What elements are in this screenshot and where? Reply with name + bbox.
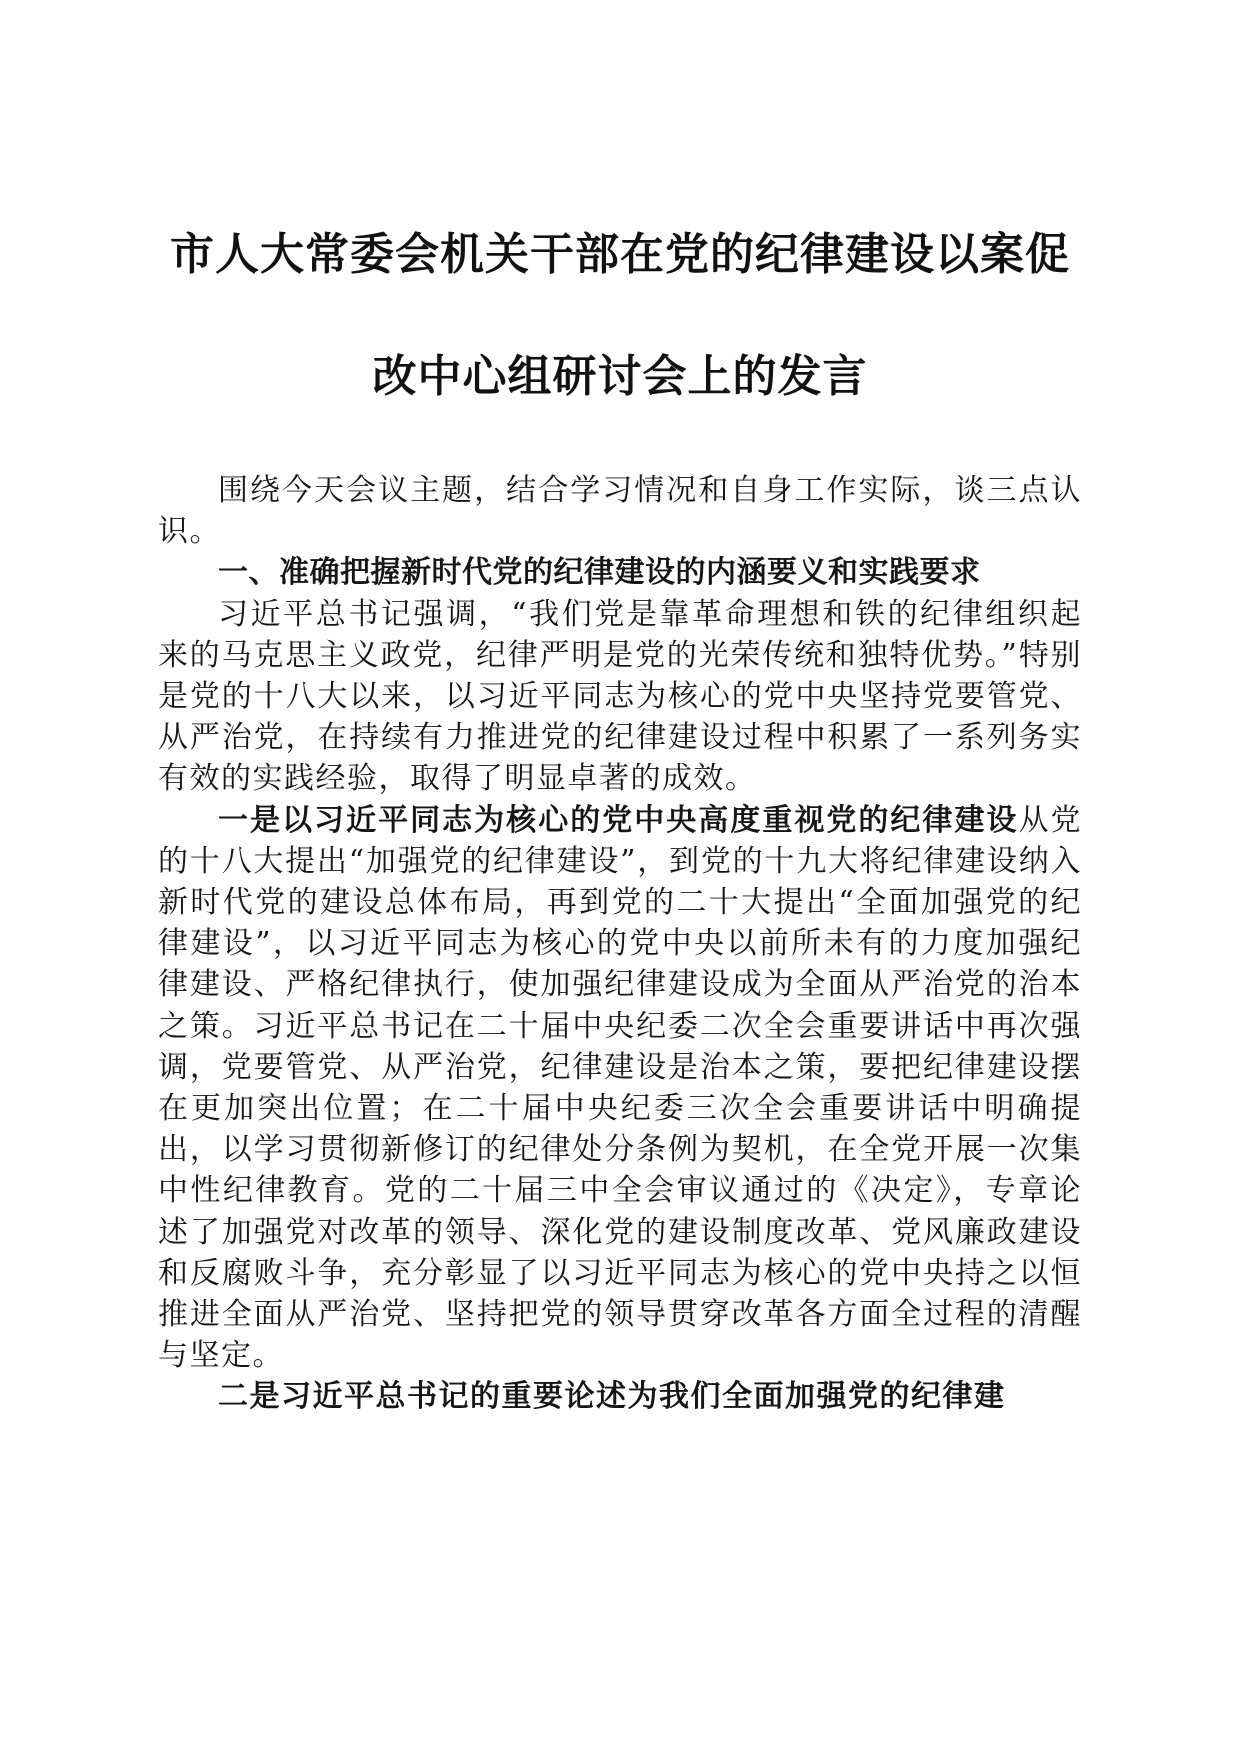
document-title-line-1: 市人大常委会机关干部在党的纪律建设以案促 bbox=[170, 229, 1070, 280]
paragraph-2-body: 从党的十八大提出“加强党的纪律建设”，到党的十九大将纪律建设纳入新时代党的建设总体布局，再到党的二十大提出“全面加强党的纪律建设”，以习近平同志为核心的党中央以前所未有的力度加强纪律建设、严格纪律执行，使加强纪律建设成为全面从严治党的治本之策。习近平总书记在二十届中央纪委二次全会重要讲话中再次强调，党要管党、从严治党，纪律建设是治本之策，要把纪律建设摆在更加突出位置；在二十届中央纪委三次全会重要讲话中明确提出，以学习贯彻新修订的纪律处分条例为契机，在全党开展一次集中性纪律教育。党的二十届三中全会审议通过的《决定》，专章论述了加强党对改革的领导、深化党的建设制度改革、党风廉政建设和反腐败斗争，充分彰显了以习近平同志为核心的党中央持之以恒推进全面从严治党、坚持把党的领导贯穿改革各方面全过程的清醒与坚定。 bbox=[158, 802, 1083, 1374]
document-title-line-2: 改中心组研讨会上的发言 bbox=[372, 351, 868, 402]
intro-paragraph: 围绕今天会议主题，结合学习情况和自身工作实际，谈三点认识。 bbox=[158, 473, 1082, 550]
document-body bbox=[158, 470, 1082, 1418]
paragraph-3 bbox=[158, 1376, 1082, 1417]
paragraph-1: 习近平总书记强调，“我们党是靠革命理想和铁的纪律组织起来的马克思主义政党，纪律严明是党的光荣传统和独特优势。”特别是党的十八大以来，以习近平同志为核心的党中央坚持党要管党、从严治党，在持续有力推进党的纪律建设过程中积累了一系列务实有效的实践经验，取得了明显卓著的成效。 bbox=[158, 596, 1082, 797]
paragraph-2 bbox=[158, 800, 1082, 1377]
paragraph-2-lead: 一是以习近平同志为核心的党中央高度重视党的纪律建设 bbox=[218, 802, 1019, 838]
section-heading-1: 一、准确把握新时代党的纪律建设的内涵要义和实践要求 bbox=[218, 555, 981, 591]
paragraph-3-lead: 二是习近平总书记的重要论述为我们全面加强党的纪律建 bbox=[218, 1379, 1006, 1415]
